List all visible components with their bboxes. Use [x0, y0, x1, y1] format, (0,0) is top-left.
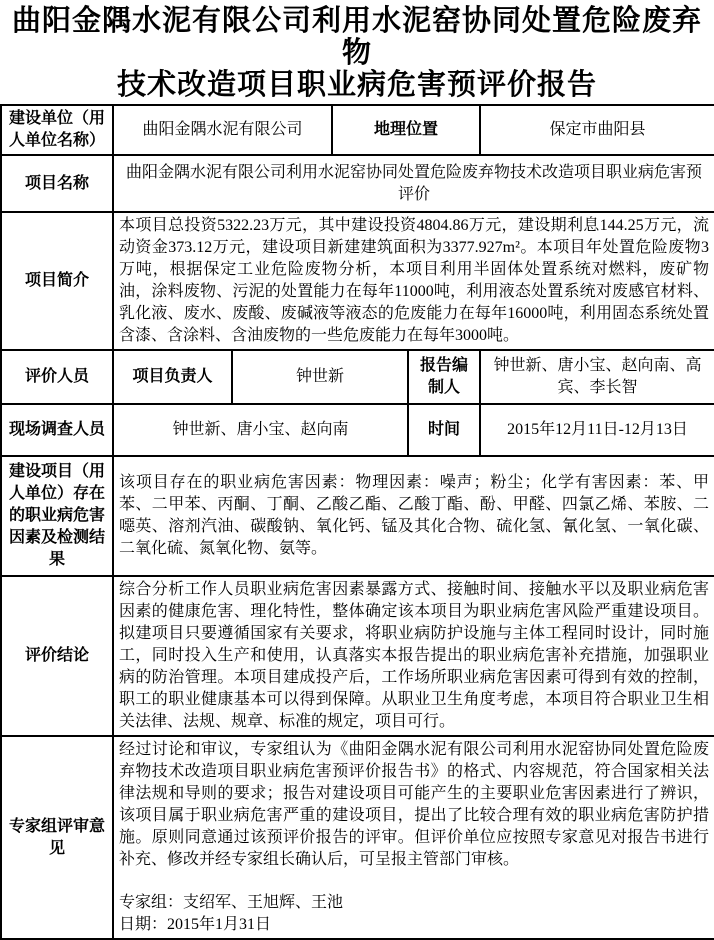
conclusion-header: 评价结论	[1, 576, 113, 736]
row-project-name	[1, 155, 714, 212]
conclusion-value: 综合分析工作人员职业病危害因素暴露方式、接触时间、接触水平以及职业病危害因素的健康危害、理化特性，整体确定该本项目为职业病危害风险严重建设项目。拟建项目只要遵循国家有关要求，将职业病防护设施与主体工程同时设计，同时施工，同时投入生产和使用，认真落实本报告提出的职业病危害补充措施，加强职业病的防治管理。本项目建成投产后，工作场所职业病危害因素可得到有效的控制，职工的职业健康基本可以得到保障。从职业卫生角度考虑，本项目符合职业卫生相关法律、法规、规章、标准的规定，项目可行。	[113, 576, 714, 736]
report-writer-value: 钟世新、唐小宝、赵向南、高宾、李长智	[480, 350, 714, 404]
location-header: 地理位置	[332, 105, 480, 155]
time-value: 2015年12月11日-12月13日	[480, 404, 714, 456]
site-survey-value: 钟世新、唐小宝、赵向南	[113, 404, 408, 456]
expert-group-line: 专家组：支绍军、王旭辉、王池	[119, 894, 344, 911]
construction-unit-value: 曲阳金隅水泥有限公司	[113, 105, 332, 155]
row-expert-review	[1, 736, 714, 939]
row-project-summary	[1, 212, 714, 350]
report-table	[0, 104, 714, 940]
expert-review-header: 专家组评审意见	[1, 736, 113, 939]
report-title-line1: 曲阳金隅水泥有限公司利用水泥窑协同处置危险废弃物	[11, 5, 702, 69]
construction-unit-header: 建设单位（用人单位名称）	[1, 105, 113, 155]
site-survey-header: 现场调查人员	[1, 404, 113, 456]
expert-review-paragraph: 经过讨论和审议，专家组认为《曲阳金隅水泥有限公司利用水泥窑协同处置危险废弃物技术改造项目职业病危害预评价报告书》的格式、内容规范，符合国家相关法律法规和导则的要求；报告对建设项目可能产生的主要职业危害因素进行了辨识，该项目属于职业病危害严重的建设项目，提出了比较合理有效的职业病危害防护措施。原则同意通过该预评价报告的评审。但评价单位应按照专家意见对报告书进行补充、修改并经专家组长确认后，可呈报主管部门审核。	[119, 741, 710, 868]
evaluators-header: 评价人员	[1, 350, 113, 404]
report-title-line2: 技术改造项目职业病危害预评价报告	[116, 69, 597, 101]
expert-review-spacer	[119, 871, 709, 892]
report-writer-header: 报告编制人	[408, 350, 480, 404]
project-leader-value: 钟世新	[232, 350, 408, 404]
expert-review-cell	[113, 736, 714, 939]
row-conclusion	[1, 576, 714, 736]
row-evaluators	[1, 350, 714, 404]
row-hazard-factors	[1, 456, 714, 576]
location-value: 保定市曲阳县	[480, 105, 714, 155]
project-leader-header: 项目负责人	[113, 350, 232, 404]
project-name-value: 曲阳金隅水泥有限公司利用水泥窑协同处置危险废弃物技术改造项目职业病危害预评价	[113, 155, 714, 212]
time-header: 时间	[408, 404, 480, 456]
report-title	[0, 0, 714, 104]
project-name-header: 项目名称	[1, 155, 113, 212]
review-date-line: 日期：2015年1月31日	[119, 916, 272, 933]
project-summary-header: 项目简介	[1, 212, 113, 350]
row-construction-unit	[1, 105, 714, 155]
hazard-factors-header: 建设项目（用人单位）存在的职业病危害因素及检测结果	[1, 456, 113, 576]
project-summary-value: 本项目总投资5322.23万元，其中建设投资4804.86万元，建设期利息144.25万元，流动资金373.12万元，建设项目新建建筑面积为3377.927m²。本项目年处置危险废物3万吨，根据保定工业危险废物分析，本项目利用半固体处置系统对燃料，废矿物油，涂料废物、污泥的处置能力在每年11000吨，利用液态处置系统对废感官材料、乳化液、废水、废酸、废碱液等液态的危废能力在每年16000吨，利用固态系统处置含漆、含涂料、含油废物的一些危废能力在每年3000吨。	[113, 212, 714, 350]
hazard-factors-value: 该项目存在的职业病危害因素：物理因素：噪声；粉尘；化学有害因素：苯、甲苯、二甲苯、丙酮、丁酮、乙酸乙酯、乙酸丁酯、酚、甲醛、四氯乙烯、苯胺、二噁英、溶剂汽油、碳酸钠、氧化钙、锰及其化合物、硫化氢、氰化氢、一氧化碳、二氧化硫、氮氧化物、氨等。	[113, 456, 714, 576]
row-site-survey	[1, 404, 714, 456]
